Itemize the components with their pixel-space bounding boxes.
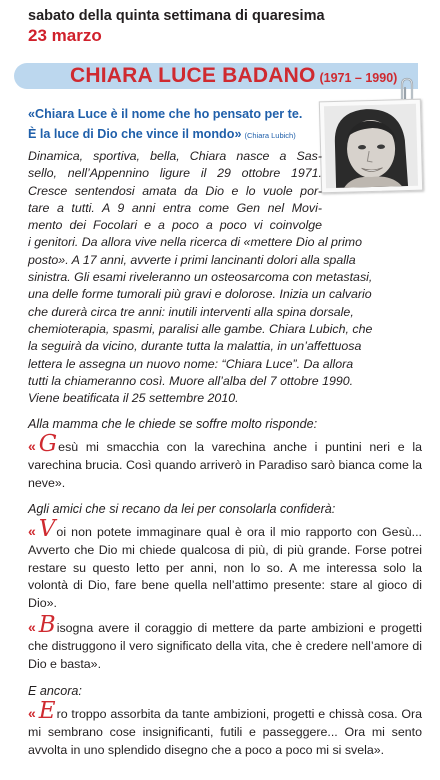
bio-line: Dinamica, sportiva, bella, Chiara nasce a Sas- [28,149,322,163]
bio-line: una delle forme tumorali più gravi e dolorose. Inizia un calvario [28,287,372,302]
bio-line: sello, nell’Appennino ligure il 29 ottobre 1971. [28,166,322,181]
bio-line: mento dei Focolari e a poco a poco vi coinvolge [28,218,322,233]
quote-section-friends [28,500,422,613]
quote-line-2 [28,124,318,146]
bio-line: la seguirà da vicino, durante tutta la malattia, in un’affettuosa [28,339,362,354]
bio-line: chemioterapia, spasmi, paralisi alle gambe. Chiara Lubich, che [28,321,373,336]
bio-line: che durerà circa tre anni: inutili interventi alla spina dorsale, [28,304,354,319]
bio-line: tare a tutti. A 9 anni entra come Gen nel Movi- [28,200,322,215]
page-header [28,7,325,46]
quotation-text: isogna avere il coraggio di mettere da parte ambizioni e progetti che distruggono il vero significato della vita, che è credere nell’amore di Dio e basta». [28,621,422,671]
quotation [28,612,422,673]
quotation-text: esù mi smacchia con la varechina anche i puntini neri e la varechina brucia. Così quando arriverò in Paradiso sarò bianca come la neve». [28,440,422,490]
date-heading: 23 marzo [28,26,102,45]
drop-initial: V [38,516,56,542]
saint-name: CHIARA LUCE BADANO [70,64,316,87]
section-intro: Alla mamma che le chiede se soffre molto risponde: [28,417,318,431]
quotation-text: ro troppo assorbita da tante ambizioni, progetti e chissà cosa. Ora mi sembrano cose insignificanti, futili e passeggere... Ora mi sento avvolta in uno splendido disegno che a poco a poco mi si svela». [28,707,422,757]
guillemet-mark: « [28,705,35,721]
bio-line: Cresce sentendosi amata da Dio e lo vuole por- [28,183,322,198]
quotation [28,516,422,613]
quote-section-mother [28,415,422,492]
biography [28,148,420,407]
drop-initial: E [38,698,56,724]
quotation-text: oi non potete immaginare qual è ora il mio rapporto con Gesù... Avverto che Dio mi chiede qualcosa di più, di più grande. Forse potrei restare su questo letto per anni, non lo so. A me interessa solo la volontà di Dio, fare bene quella nell’attimo presente: stare al gioco di Dio». [28,525,422,611]
bio-line: sinistra. Gli esami riveleranno un osteosarcoma con metastasi, [28,270,373,285]
drop-initial: G [38,431,58,457]
guillemet-mark: « [28,619,35,635]
bio-line: i genitori. Da allora vive nella ricerca di «mettere Dio al primo [28,235,362,250]
quote-section-more [28,682,422,759]
quote-line-2-text: È la luce di Dio che vince il mondo» [28,127,242,141]
bio-line: Viene beatificata il 25 settembre 2010. [28,391,239,406]
quote-section-courage [28,612,422,673]
quotation [28,698,422,759]
bio-line: tutti la chiameranno così. Muore all’alba del 7 ottobre 1990. [28,373,354,388]
guillemet-mark: « [28,523,35,539]
bio-line: lettera le assegna un nuovo nome: “Chiara Luce”. Da allora [28,356,354,371]
liturgical-day: sabato della quinta settimana di quaresima [28,8,325,24]
saint-years: (1971 – 1990) [319,71,398,85]
intro-quote [28,104,318,146]
quote-line-1: «Chiara Luce è il nome che ho pensato per te. [28,107,303,121]
quotation [28,431,422,492]
section-intro: E ancora: [28,684,82,698]
saint-name-heading [70,62,397,92]
quote-source: (Chiara Lubich) [244,131,296,140]
drop-initial: B [38,612,56,638]
section-intro: Agli amici che si recano da lei per consolarla confiderà: [28,502,336,516]
guillemet-mark: « [28,438,35,454]
bio-line: posto». A 17 anni, avverte i primi lancinanti dolori alla spalla [28,252,356,267]
